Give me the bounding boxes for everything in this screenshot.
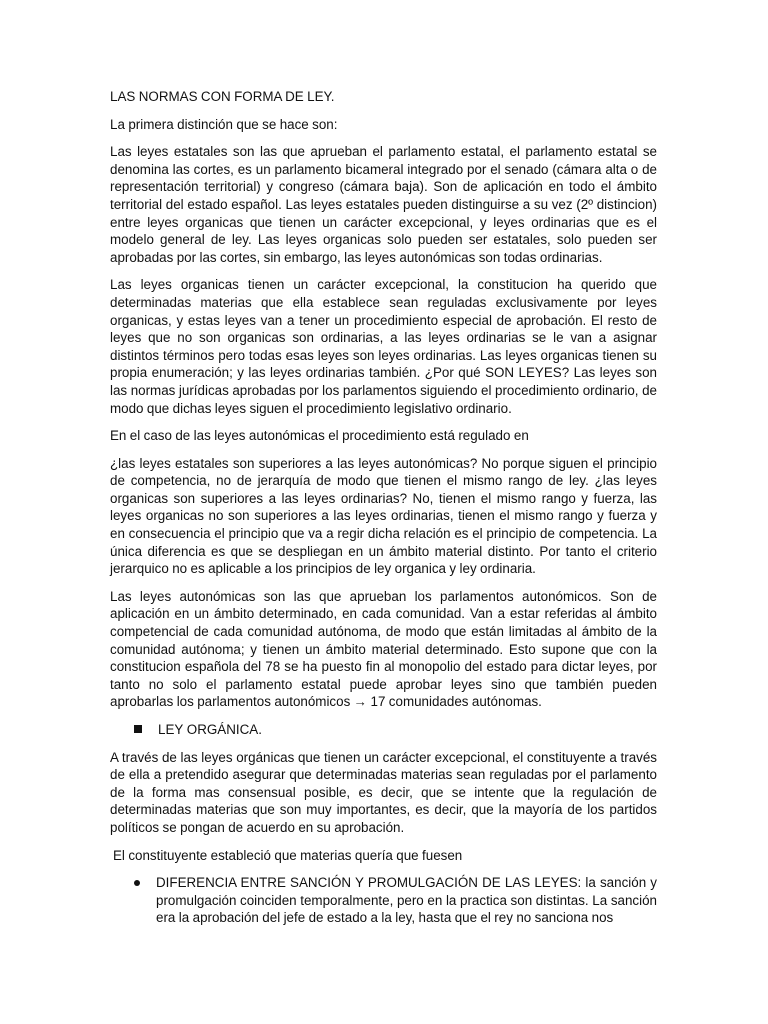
paragraph-leyes-autonomicas: Las leyes autonómicas son las que aprueban los parlamentos autonómicos. Son de aplicación en un ámbito determinado, en cada comunidad. Van a estar referidas al ámbito competencial de cada comunidad autónoma, de modo que están limitadas al ámbito de la comunidad autónoma; y tienen un ámbito material determinado. Esto supone que con la constitucion española del 78 se ha puesto fin al monopolio del estado para dictar leyes, por tanto no solo el parlamento estatal puede aprobar leyes sino que también pueden aprobarlas los parlamentos autonómicos → 17 comunidades autónomas. [110,588,657,710]
paragraph-constituyente: El constituyente estableció que materias quería que fuesen [113,847,463,863]
paragraph-leyes-autonomicas-procedimiento: En el caso de las leyes autonómicas el procedimiento está regulado en [110,428,529,444]
list-item-text: DIFERENCIA ENTRE SANCIÓN Y PROMULGACIÓN DE LAS LEYES: la sanción y promulgación coinciden temporalmente, pero en la practica son distintas. La sanción era la aprobación del jefe de estado a la ley, hasta que el rey no sanciona nos [156,875,657,926]
paragraph-leyes-organicas: Las leyes organicas tienen un carácter excepcional, la constitucion ha querido que determinadas materias que ella establece sean reguladas exclusivamente por leyes organicas, y estas leyes van a tener un procedimiento especial de aprobación. El resto de leyes que no son organicas son ordinarias, a las leyes ordinarias se le van a asignar distintos términos pero todas esas leyes son leyes ordinarias. Las leyes organicas tienen su propia enumeración; y las leyes ordinarias también. ¿Por qué SON LEYES? Las leyes son las normas jurídicas aprobadas por los parlamentos siguiendo el procedimiento ordinario, de modo que dichas leyes siguen el procedimiento legislativo ordinario. [110,277,657,416]
paragraph-jerarquia: ¿las leyes estatales son superiores a las leyes autonómicas? No porque siguen el principio de competencia, no de jerarquía de modo que tienen el mismo rango de ley. ¿las leyes organicas son superiores a las leyes ordinarias? No, tienen el mismo rango y fuerza, las leyes organicas no son superiores a las leyes ordinarias, tienen el mismo rango y fuerza y en consecuencia el principio que va a regir dicha relación es el principio de competencia. La única diferencia es que se despliegan en un ámbito material distinto. Por tanto el criterio jerarquico no es aplicable a los principios de ley organica y ley ordinaria. [110,455,657,577]
section-heading-label: LEY ORGÁNICA. [158,722,262,737]
bullet-dot-icon [134,880,140,886]
square-bullet-icon [134,725,142,733]
intro-text: La primera distinción que se hace son: [110,116,338,132]
paragraph-leyes-estatales: Las leyes estatales son las que aprueban el parlamento estatal, el parlamento estatal se denomina las cortes, es un parlamento bicameral integrado por el senado (cámara alta o de representación territorial) y congreso (cámara baja). Son de aplicación en todo el ámbito territorial del estado español. Las leyes estatales pueden distinguirse a su vez (2º distincion) entre leyes organicas que tienen un carácter excepcional, y leyes ordinarias que es el modelo general de ley. Las leyes organicas solo pueden ser estatales, solo pueden ser aprobadas por las cortes, sin embargo, las leyes autonómicas son todas ordinarias. [110,144,657,265]
document-page [110,88,657,937]
list-item-sancion-promulgacion [110,874,657,927]
document-heading: LAS NORMAS CON FORMA DE LEY. [110,89,335,104]
paragraph-ley-organica: A través de las leyes orgánicas que tienen un carácter excepcional, el constituyente a través de ella a pretendido asegurar que determinadas materias sean reguladas por el parlamento de la forma mas consensual posible, es decir, que se intente que la regulación de determinadas materias que son muy importantes, es decir, que la mayoría de los partidos políticos se pongan de acuerdo en su aprobación. [110,749,657,835]
section-heading-ley-organica [110,721,657,739]
